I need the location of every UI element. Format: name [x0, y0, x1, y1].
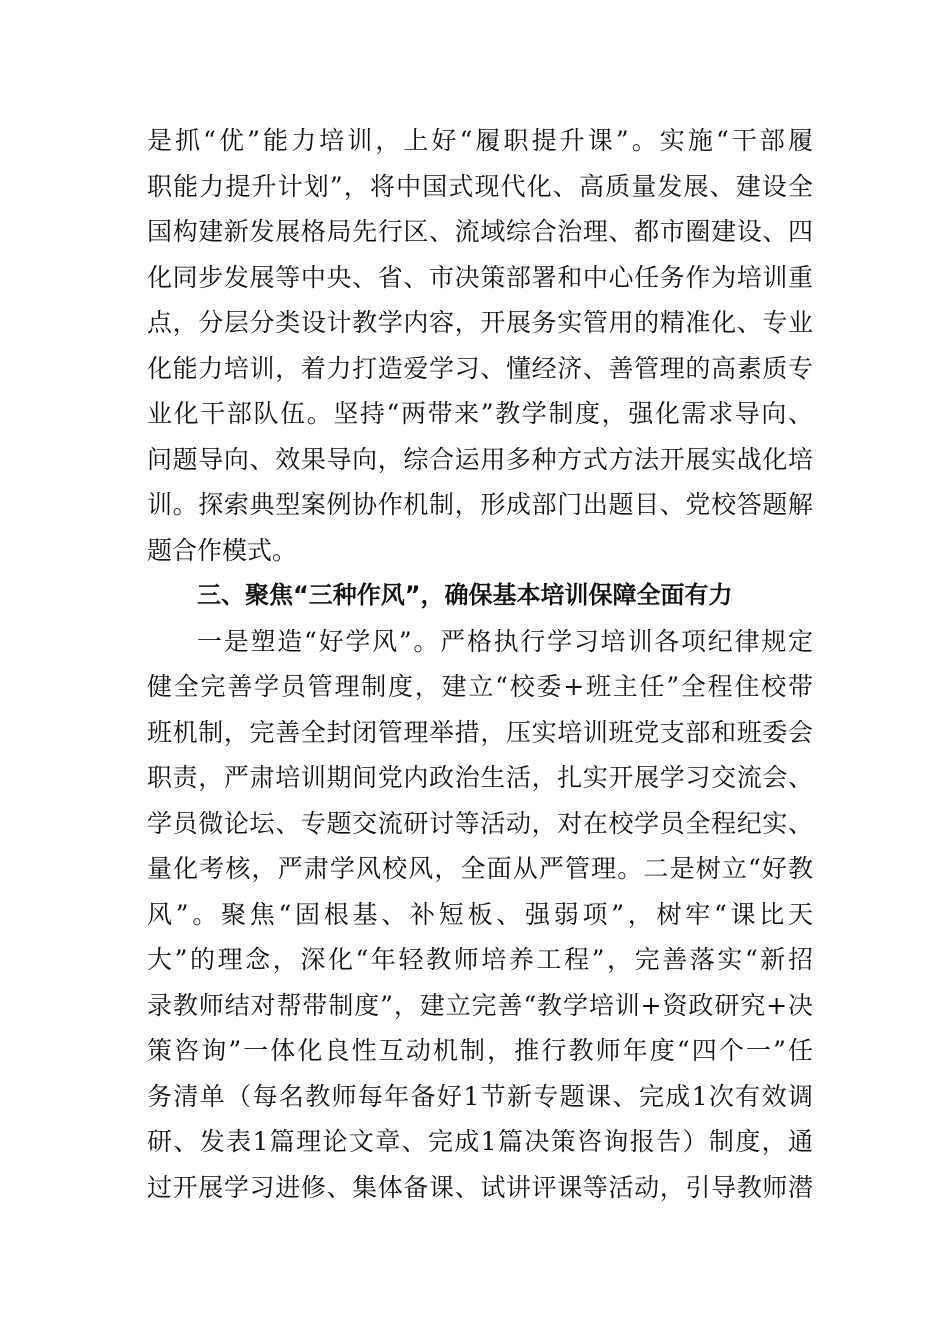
text-line: 大”的理念，深化“年轻教师培养工程”，完善落实“新招	[147, 945, 813, 974]
text-line: 化能力培训，着力打造爱学习、懂经济、善管理的高素质专	[147, 353, 813, 383]
text-line: 训。探索典型案例协作机制，形成部门出题目、党校答题解	[147, 490, 813, 519]
paragraph-continuation	[147, 118, 813, 573]
text-line: 业化干部队伍。坚持“两带来”教学制度，强化需求导向、	[147, 399, 813, 428]
paragraph-main	[147, 619, 813, 1211]
text-line: 过开展学习进修、集体备课、试讲评课等活动，引导教师潜	[147, 1172, 813, 1202]
text-line: 国构建新发展格局先行区、流域综合治理、都市圈建设、四	[147, 217, 813, 246]
text-line: 点，分层分类设计教学内容，开展务实管用的精准化、专业	[147, 308, 813, 337]
text-line: 务清单（每名教师每年备好1节新专题课、完成1次有效调	[147, 1081, 813, 1111]
text-line: 职能力提升计划”，将中国式现代化、高质量发展、建设全	[147, 171, 813, 201]
text-line: 一是塑造“好学风”。严格执行学习培训各项纪律规定	[197, 626, 813, 656]
text-line: 职责，严肃培训期间党内政治生活，扎实开展学习交流会、	[147, 763, 813, 792]
text-line: 学员微论坛、专题交流研讨等活动，对在校学员全程纪实、	[147, 808, 813, 838]
text-line: 化同步发展等中央、省、市决策部署和中心任务作为培训重	[147, 262, 813, 292]
section-heading: 三、聚焦“三种作风”，确保基本培训保障全面有力	[197, 581, 733, 609]
text-line: 问题导向、效果导向，综合运用多种方式方法开展实战化培	[147, 444, 813, 474]
text-line: 题合作模式。	[147, 535, 298, 565]
text-line: 策咨询”一体化良性互动机制，推行教师年度“四个一”任	[147, 1036, 813, 1065]
text-line: 研、发表1篇理论文章、完成1篇决策咨询报告）制度，通	[147, 1127, 813, 1156]
document-body	[147, 118, 813, 1210]
text-line: 量化考核，严肃学风校风，全面从严管理。二是树立“好教	[147, 854, 813, 883]
text-line: 录教师结对帮带制度”，建立完善“教学培训+资政研究+决	[147, 990, 813, 1020]
text-line: 健全完善学员管理制度，建立“校委+班主任”全程住校带	[147, 672, 813, 701]
text-line: 班机制，完善全封闭管理举措，压实培训班党支部和班委会	[147, 717, 813, 747]
text-line: 风”。聚焦“固根基、补短板、强弱项”，树牢“课比天	[147, 899, 813, 929]
text-line: 是抓“优”能力培训，上好“履职提升课”。实施“干部履	[147, 126, 813, 155]
